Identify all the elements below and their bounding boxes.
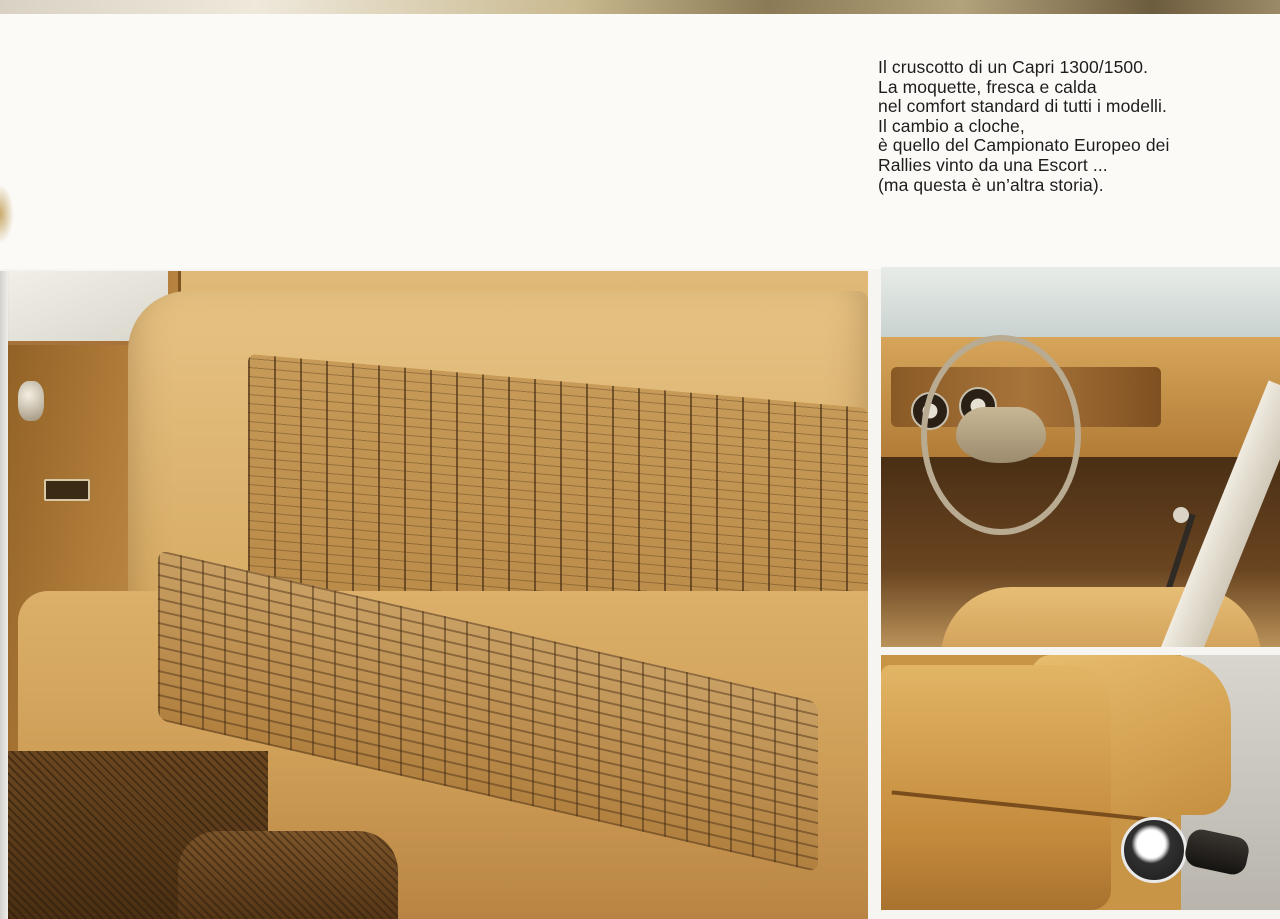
dashboard-photo	[881, 267, 1280, 647]
caption-line-4: Il cambio a cloche,	[878, 115, 1025, 136]
caption-line-6: Rallies vinto da una Escort ...	[878, 154, 1108, 175]
caption-line-1: Il cruscotto di un Capri 1300/1500.	[878, 57, 1149, 77]
ashtray-slot	[44, 479, 90, 501]
steering-hub	[956, 407, 1046, 463]
transmission-tunnel	[178, 831, 398, 919]
top-edge-strip	[0, 0, 1280, 14]
gutter-shadow	[0, 271, 10, 919]
caption-line-5: è quello del Campionato Europeo dei	[878, 135, 1170, 156]
caption-text	[878, 58, 1248, 195]
front-seat-base	[881, 665, 1111, 910]
caption-line-2: La moquette, fresca e calda	[878, 76, 1097, 97]
caption-line-3: nel comfort standard di tutti i modelli.	[878, 96, 1167, 117]
windshield	[881, 267, 1280, 343]
gear-knob	[1173, 507, 1189, 523]
front-seat-photo	[881, 655, 1280, 910]
door-handle	[18, 381, 44, 421]
rear-seat-photo	[8, 271, 868, 919]
recline-knob	[1121, 817, 1187, 883]
caption-line-7: (ma questa è un’altra storia).	[878, 174, 1104, 195]
paper-stain	[0, 184, 14, 244]
